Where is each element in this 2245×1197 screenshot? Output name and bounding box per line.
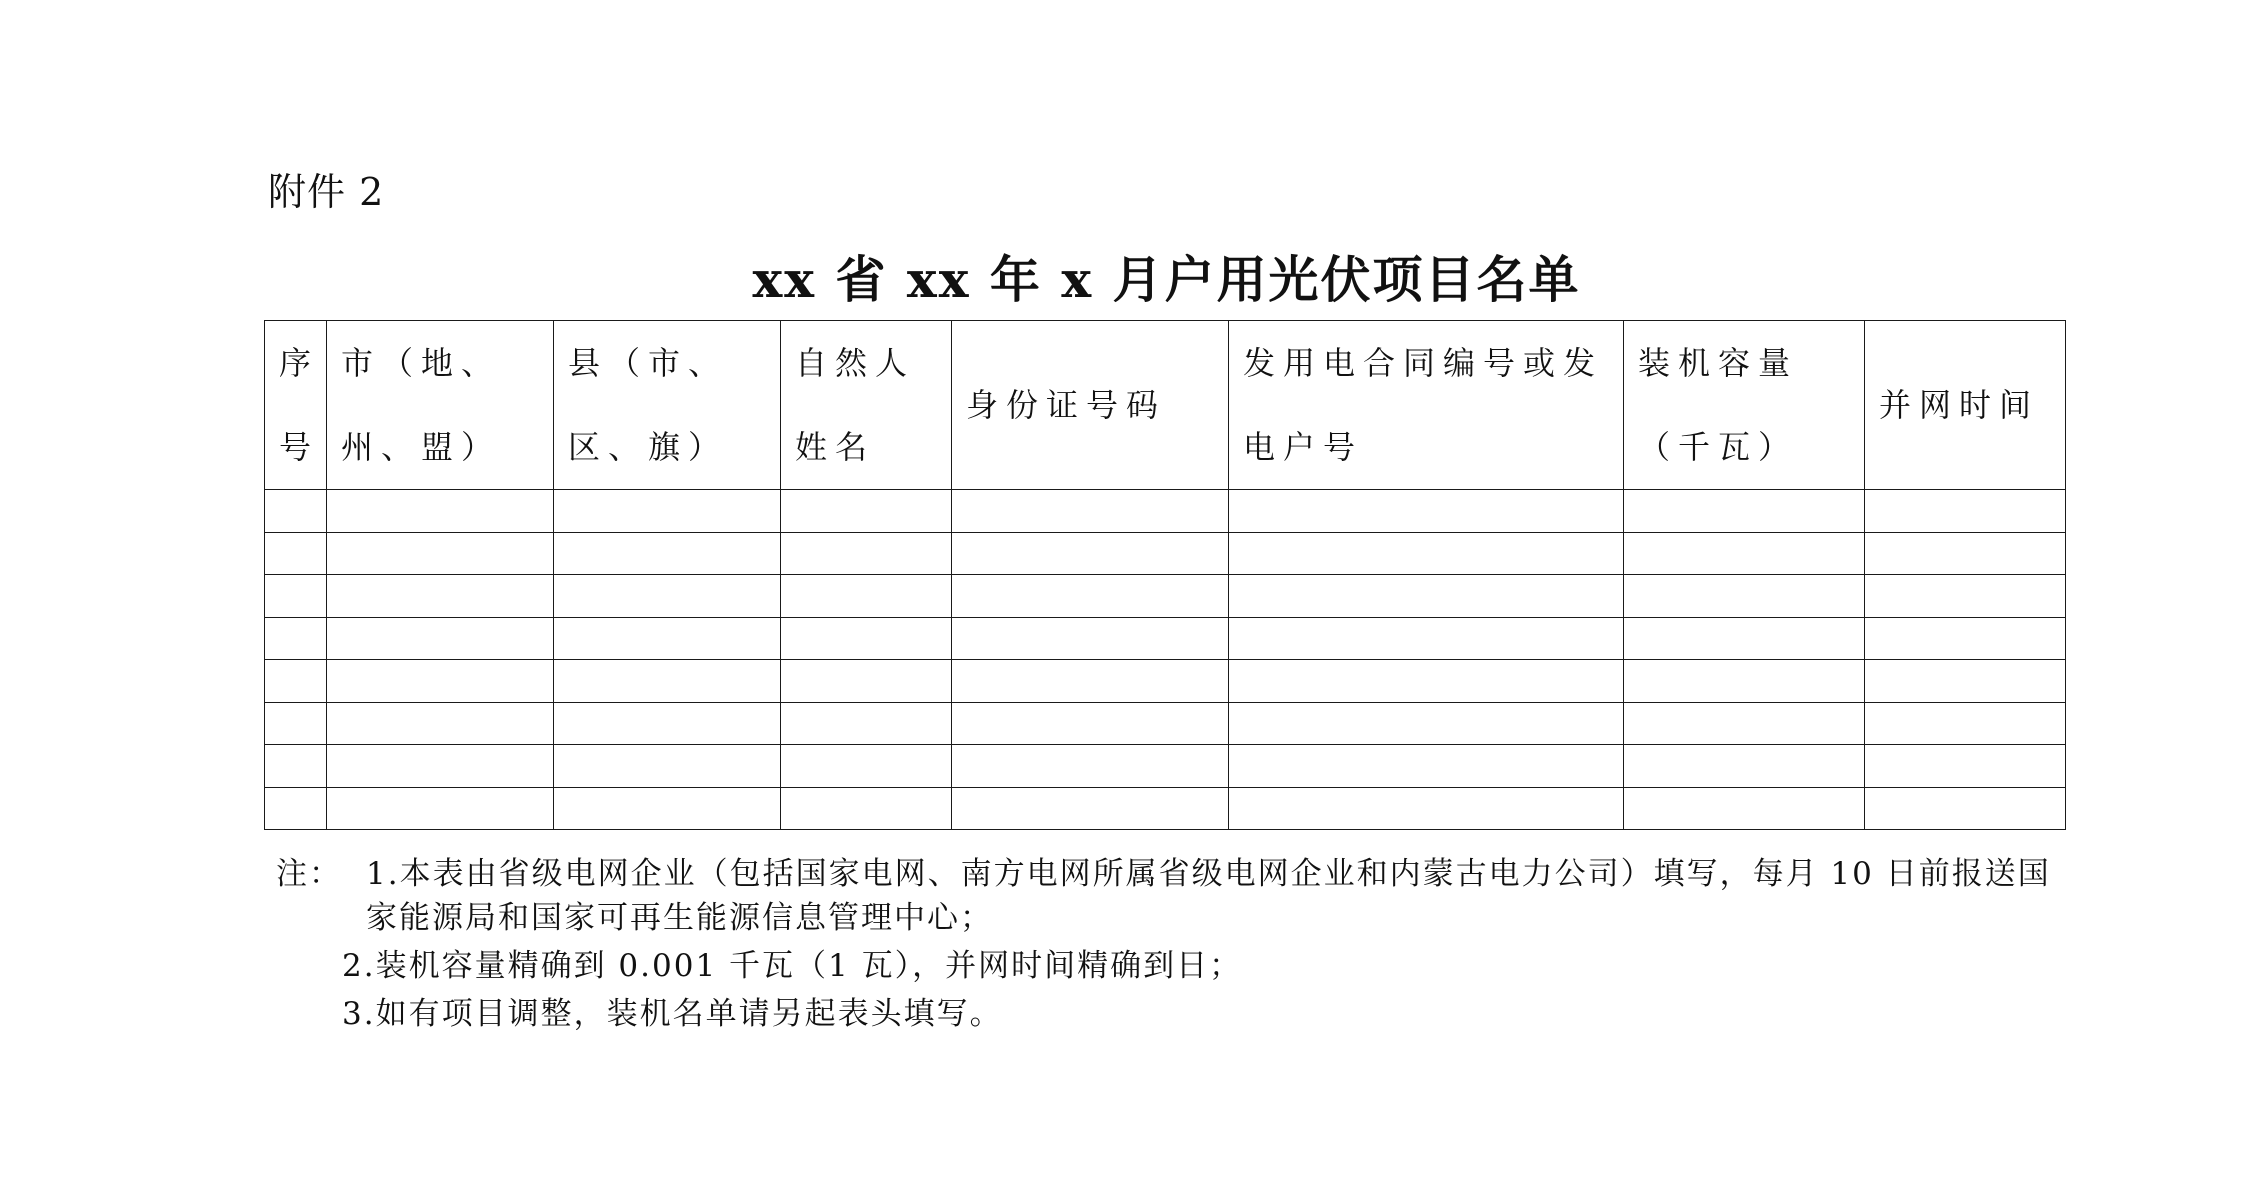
- table-cell: [1229, 575, 1624, 618]
- table-cell: [327, 532, 554, 575]
- header-city: 市（地、州、盟）: [327, 321, 554, 490]
- table-cell: [1229, 702, 1624, 745]
- header-county: 县（市、区、旗）: [554, 321, 781, 490]
- header-serial-number: 序号: [265, 321, 327, 490]
- notes-prefix: 注：: [276, 856, 342, 892]
- table-cell: [327, 617, 554, 660]
- table-cell: [1229, 660, 1624, 703]
- table-cell: [1229, 745, 1624, 788]
- header-id-number: 身份证号码: [952, 321, 1229, 490]
- table-cell: [1229, 490, 1624, 533]
- table-cell: [1229, 617, 1624, 660]
- table-cell: [265, 617, 327, 660]
- table-cell: [952, 660, 1229, 703]
- project-roster-table: [264, 320, 2066, 830]
- table-cell: [265, 490, 327, 533]
- table-cell: [265, 575, 327, 618]
- table-cell: [327, 745, 554, 788]
- table-row: [265, 490, 2066, 533]
- table-cell: [1865, 617, 2066, 660]
- table-cell: [554, 745, 781, 788]
- table-cell: [265, 702, 327, 745]
- table-cell: [781, 532, 952, 575]
- table-cell: [327, 787, 554, 830]
- table-cell: [554, 617, 781, 660]
- table-cell: [327, 702, 554, 745]
- table-cell: [952, 490, 1229, 533]
- table-cell: [781, 617, 952, 660]
- note-item: [276, 852, 2076, 940]
- table-header-row: [265, 321, 2066, 490]
- note-item: [276, 992, 2076, 1036]
- attachment-label: 附件 2: [268, 170, 385, 214]
- table-cell: [781, 702, 952, 745]
- note-text: 3.如有项目调整，装机名单请另起表头填写。: [342, 996, 1003, 1032]
- table-row: [265, 702, 2066, 745]
- header-contract-number: 发用电合同编号或发电户号: [1229, 321, 1624, 490]
- table-cell: [781, 660, 952, 703]
- table-cell: [952, 787, 1229, 830]
- table-cell: [327, 660, 554, 703]
- table-cell: [327, 575, 554, 618]
- table-body: [265, 490, 2066, 830]
- header-grid-connection-time: 并网时间: [1865, 321, 2066, 490]
- table-cell: [1624, 660, 1865, 703]
- note-text: 2.装机容量精确到 0.001 千瓦（1 瓦），并网时间精确到日；: [342, 948, 1243, 984]
- table-cell: [265, 787, 327, 830]
- table-cell: [952, 745, 1229, 788]
- table-cell: [781, 745, 952, 788]
- table-cell: [554, 575, 781, 618]
- table-cell: [781, 787, 952, 830]
- table-cell: [952, 532, 1229, 575]
- table-cell: [1624, 532, 1865, 575]
- table-cell: [1229, 532, 1624, 575]
- page-title: xx 省 xx 年 x 月户用光伏项目名单: [752, 250, 1581, 309]
- table-row: [265, 660, 2066, 703]
- table-cell: [1865, 532, 2066, 575]
- table-cell: [554, 702, 781, 745]
- table-cell: [1624, 617, 1865, 660]
- note-text: 1.本表由省级电网企业（包括国家电网、南方电网所属省级电网企业和内蒙古电力公司）填写，每月 10 日前报送国家能源局和国家可再生能源信息管理中心；: [366, 856, 2051, 936]
- table-row: [265, 745, 2066, 788]
- table-cell: [554, 787, 781, 830]
- table-cell: [1624, 745, 1865, 788]
- table-row: [265, 532, 2066, 575]
- table-cell: [265, 660, 327, 703]
- table-row: [265, 575, 2066, 618]
- table-cell: [1865, 702, 2066, 745]
- table-cell: [265, 745, 327, 788]
- table-cell: [327, 490, 554, 533]
- header-person-name: 自然人姓名: [781, 321, 952, 490]
- table-cell: [952, 617, 1229, 660]
- notes-section: [276, 852, 2076, 1040]
- table-cell: [1624, 575, 1865, 618]
- table-cell: [1865, 787, 2066, 830]
- table-cell: [1865, 490, 2066, 533]
- table-cell: [952, 702, 1229, 745]
- table-cell: [1624, 490, 1865, 533]
- table-cell: [1624, 702, 1865, 745]
- table-cell: [1865, 575, 2066, 618]
- table-cell: [1229, 787, 1624, 830]
- table-cell: [781, 575, 952, 618]
- header-installed-capacity: 装机容量（千瓦）: [1624, 321, 1865, 490]
- table-cell: [554, 490, 781, 533]
- table-cell: [554, 660, 781, 703]
- table-cell: [1865, 660, 2066, 703]
- table-row: [265, 617, 2066, 660]
- table-cell: [952, 575, 1229, 618]
- table-cell: [554, 532, 781, 575]
- table-cell: [781, 490, 952, 533]
- table-cell: [1865, 745, 2066, 788]
- table-cell: [265, 532, 327, 575]
- table-cell: [1624, 787, 1865, 830]
- table-row: [265, 787, 2066, 830]
- note-item: [276, 944, 2076, 988]
